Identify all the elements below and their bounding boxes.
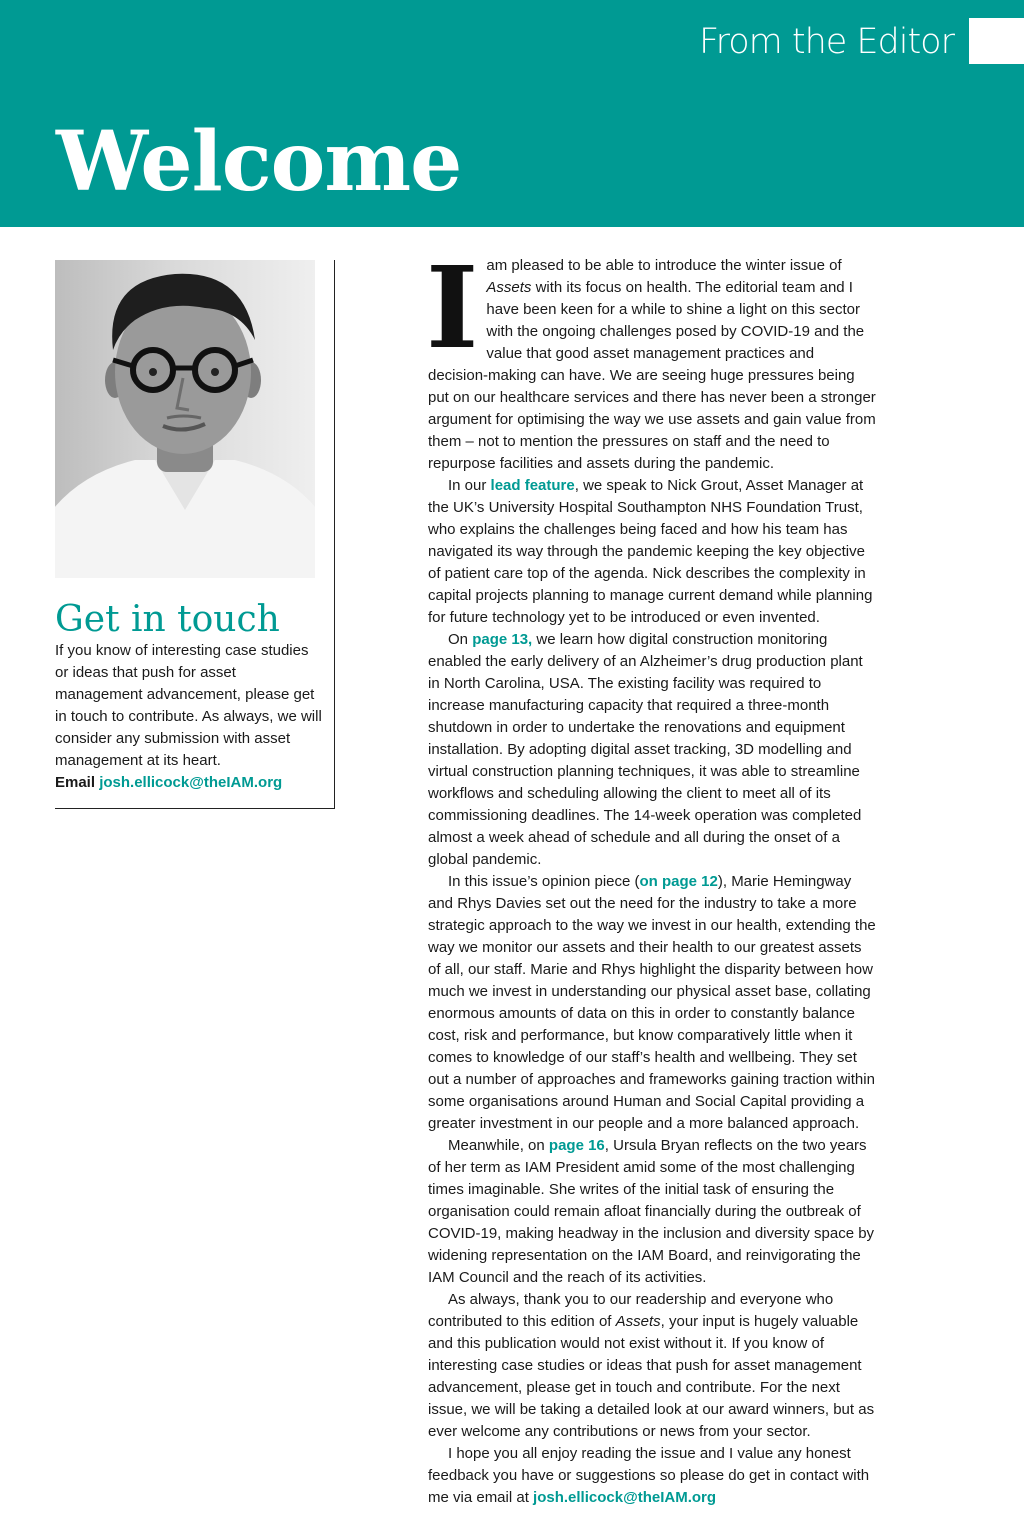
publication-name: Assets (615, 1313, 661, 1330)
get-in-touch-text: If you know of interesting case studies or ideas that push for asset management advancement, please get in touch to contribute. As always, we will consider any submission with asset management at its heart. (55, 642, 322, 769)
article-paragraph-5 (428, 1135, 878, 1289)
article-paragraph-4 (428, 871, 878, 1135)
paragraph-text: On (448, 631, 473, 648)
page-16-link[interactable]: page 16 (548, 1137, 605, 1154)
paragraph-text: In this issue’s opinion piece ( (448, 873, 640, 890)
page-12-link[interactable]: on page 12 (639, 873, 718, 890)
get-in-touch-heading: Get in touch (55, 599, 280, 640)
editor-photo (55, 260, 315, 578)
article-paragraph-3 (428, 629, 878, 871)
article-paragraph-1 (426, 243, 878, 475)
corner-tab (969, 18, 1024, 64)
page-13-link[interactable]: page 13, (472, 631, 533, 648)
paragraph-text: , your input is hugely valuable and this publication would not exist without it. If you know of interesting case studies or ideas that push for asset management advancement, please get in touch and contribute. For the next issue, we will be taking a detailed look at our award winners, but as ever welcome any contributions or news from your sector. (428, 1313, 875, 1440)
paragraph-text: Meanwhile, on (448, 1137, 549, 1154)
publication-name: Assets (486, 279, 532, 296)
paragraph-text: , we speak to Nick Grout, Asset Manager at the UK’s University Hospital Southampton NHS Foundation Trust, who explains the challenges being faced and how his team has navigated its way through the pandemic keeping the key objective of patient care top of the agenda. Nick describes the complexity in capital projects planning to manage current demand while planning for future technology yet to be introduced or even invented. (428, 477, 873, 626)
paragraph-text: we learn how digital construction monitoring enabled the early delivery of an Alzheimer’s drug production plant in North Carolina, USA. The existing facility was required to increase manufacturing capacity that required a three-month shutdown in order to undertake the renovations and equipment installation. By adopting digital asset tracking, 3D modelling and virtual construction planning techniques, it was able to streamline workflows and scheduling allowing the client to meet all of its commissioning deadlines. The 14-week operation was completed almost a week ahead of schedule and all during the onset of a global pandemic. (428, 631, 863, 868)
article-paragraph-6 (428, 1289, 878, 1443)
contact-sidebar (55, 260, 335, 809)
lead-feature-link[interactable]: lead feature (490, 477, 575, 494)
paragraph-text: am pleased to be able to introduce the winter issue of (486, 257, 842, 274)
paragraph-text: ), Marie Hemingway and Rhys Davies set out the need for the industry to take a more strategic approach to the way we invest in our health, extending the way we monitor our assets and their health to our greatest assets of all, our staff. Marie and Rhys highlight the disparity between how much we invest in understanding our physical asset base, collating enormous amounts of data on this in order to constantly balance cost, risk and performance, but know comparatively little when it comes to knowledge of our staff’s health and wellbeing. They set out a number of approaches and frameworks gaining traction within some organisations around Human and Social Capital providing a greater investment in our people and a more balanced approach. (428, 873, 876, 1132)
paragraph-text: , Ursula Bryan reflects on the two years of her term as IAM President amid some of the most challenging times imaginable. She writes of the initial task of ensuring the organisation could remain afloat financially during the outbreak of COVID-19, making headway in the inclusion and diversity space by widening representation on the IAM Board, and reinvigorating the IAM Council and the reach of its activities. (428, 1137, 875, 1286)
section-label: From the Editor (699, 22, 954, 62)
sidebar-email-link[interactable]: josh.ellicock@theIAM.org (99, 774, 283, 791)
paragraph-text: with its focus on health. The editorial team and I have been keen for a while to shine a light on this sector with the ongoing challenges posed by COVID-19 and the value that good asset management practices and decision-making can have. We are seeing huge pressures being put on our healthcare services and there has never been a stronger argument for optimising the way we use assets and gain value from them – not to mention the pressures on staff and the need to repurpose facilities and assets during the pandemic. (428, 279, 876, 472)
article-paragraph-2 (428, 475, 878, 629)
drop-cap: I (426, 243, 479, 374)
paragraph-text: I hope you all enjoy reading the issue and I value any honest feedback you have or suggestions so please do get in contact with me via email at (428, 1445, 870, 1506)
editorial-article (426, 243, 878, 1509)
header-banner (0, 0, 1024, 227)
article-paragraph-7 (428, 1443, 878, 1509)
page-title: Welcome (56, 114, 462, 210)
email-line (55, 772, 323, 794)
article-email-link[interactable]: josh.ellicock@theIAM.org (533, 1489, 717, 1506)
paragraph-text: As always, thank you to our readership and everyone who contributed to this edition of (428, 1291, 834, 1330)
paragraph-text: In our (448, 477, 491, 494)
email-label: Email (55, 774, 96, 791)
get-in-touch-body (55, 640, 323, 794)
portrait-illustration (55, 260, 315, 578)
